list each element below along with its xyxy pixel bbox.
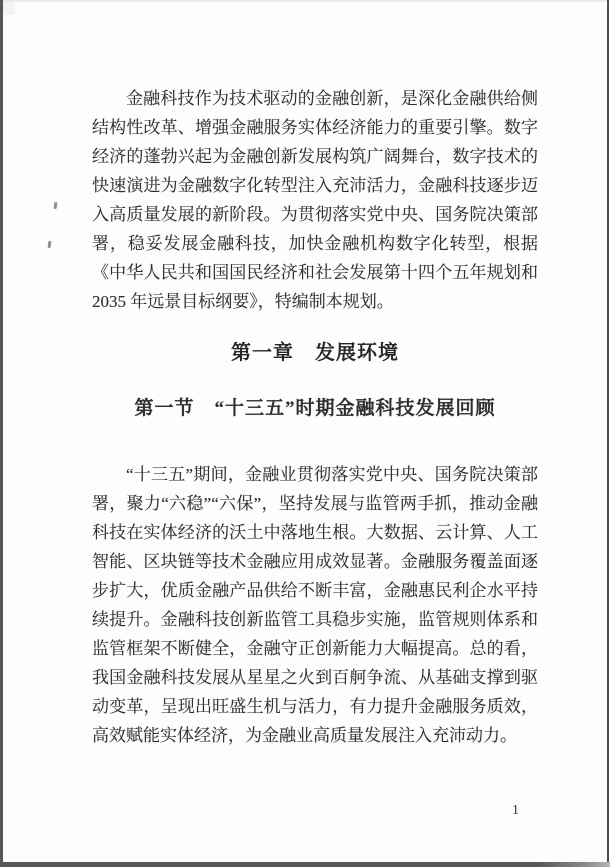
body-paragraph-review: “十三五”期间，金融业贯彻落实党中央、国务院决策部署，聚力“六稳”“六保”，坚持发展与监管两手抓，推动金融科技在实体经济的沃土中落地生根。大数据、云计算、人工智能、区块链等技术金融应用成效显著。金融服务覆盖面逐步扩大，优质金融产品供给不断丰富，金融惠民利企水平持续提升。金融科技创新监管工具稳步实施，监管规则体系和监管框架不断健全，金融守正创新能力大幅提高。总的看，我国金融科技发展从星星之火到百舸争流、从基础支撑到驱动变革，呈现出旺盛生机与活力，有力提升金融服务质效，高效赋能实体经济，为金融业高质量发展注入充沛动力。	[92, 465, 538, 745]
scan-edge-left	[0, 0, 3, 863]
scan-speck-artifact	[54, 202, 58, 209]
section-heading: 第一节 “十三五”时期金融科技发展回顾	[134, 398, 496, 419]
body-paragraph-intro: 金融科技作为技术驱动的金融创新，是深化金融供给侧结构性改革、增强金融服务实体经济能力的重要引擎。数字经济的蓬勃兴起为金融创新发展构筑广阔舞台，数字技术的快速演进为金融数字化转型注入充沛活力，金融科技逐步迈入高质量发展的新阶段。为贯彻落实党中央、国务院决策部署，稳妥发展金融科技，加快金融机构数字化转型，根据《中华人民共和国国民经济和社会发展第十四个五年规划和2035 年远景目标纲要》，特编制本规划。	[92, 89, 538, 311]
page-number: 1	[512, 803, 519, 818]
scan-corner-patch	[2, 2, 15, 15]
scan-edge-top	[0, 0, 610, 2]
scan-edge-bottom	[0, 862, 610, 867]
chapter-heading: 第一章 发展环境	[231, 342, 399, 364]
scan-speck-artifact	[48, 241, 52, 248]
scan-edge-right	[607, 0, 609, 867]
